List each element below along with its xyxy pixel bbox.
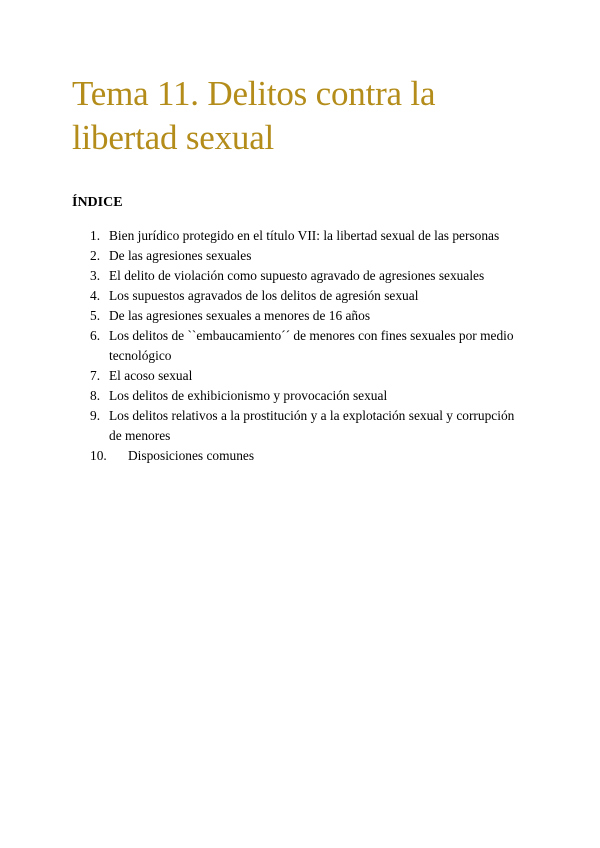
toc-text: Los supuestos agravados de los delitos de agresión sexual xyxy=(109,288,419,303)
toc-number: 3. xyxy=(90,268,101,283)
document-page xyxy=(72,72,528,466)
toc-text: El delito de violación como supuesto agravado de agresiones sexuales xyxy=(109,268,485,283)
toc-item-6 xyxy=(72,326,528,366)
toc-number: 9. xyxy=(90,408,101,423)
table-of-contents xyxy=(72,226,528,466)
toc-item-5 xyxy=(72,306,528,326)
toc-number: 5. xyxy=(90,308,101,323)
toc-text: Los delitos de ``embaucamiento´´ de menores con fines sexuales por medio tecnológico xyxy=(109,328,514,363)
toc-item-1 xyxy=(72,226,528,246)
toc-item-2 xyxy=(72,246,528,266)
toc-number: 4. xyxy=(90,288,101,303)
toc-text: El acoso sexual xyxy=(109,368,193,383)
toc-number: 1. xyxy=(90,228,101,243)
toc-item-8 xyxy=(72,386,528,406)
toc-text: Bien jurídico protegido en el título VII: la libertad sexual de las personas xyxy=(109,228,500,243)
index-heading: ÍNDICE xyxy=(72,195,123,210)
toc-number: 10. xyxy=(90,448,107,463)
toc-text: De las agresiones sexuales xyxy=(109,248,252,263)
toc-item-9 xyxy=(72,406,528,446)
toc-number: 2. xyxy=(90,248,101,263)
toc-text: Los delitos de exhibicionismo y provocación sexual xyxy=(109,388,388,403)
toc-number: 7. xyxy=(90,368,101,383)
toc-item-3 xyxy=(72,266,528,286)
document-title: Tema 11. Delitos contra la libertad sexual xyxy=(72,74,436,157)
toc-text: Los delitos relativos a la prostitución y a la explotación sexual y corrupción de menores xyxy=(109,408,515,443)
toc-text: Disposiciones comunes xyxy=(128,448,255,463)
toc-item-7 xyxy=(72,366,528,386)
toc-number: 8. xyxy=(90,388,101,403)
toc-number: 6. xyxy=(90,328,101,343)
toc-item-4 xyxy=(72,286,528,306)
toc-text: De las agresiones sexuales a menores de 16 años xyxy=(109,308,371,323)
toc-item-10 xyxy=(72,446,528,466)
